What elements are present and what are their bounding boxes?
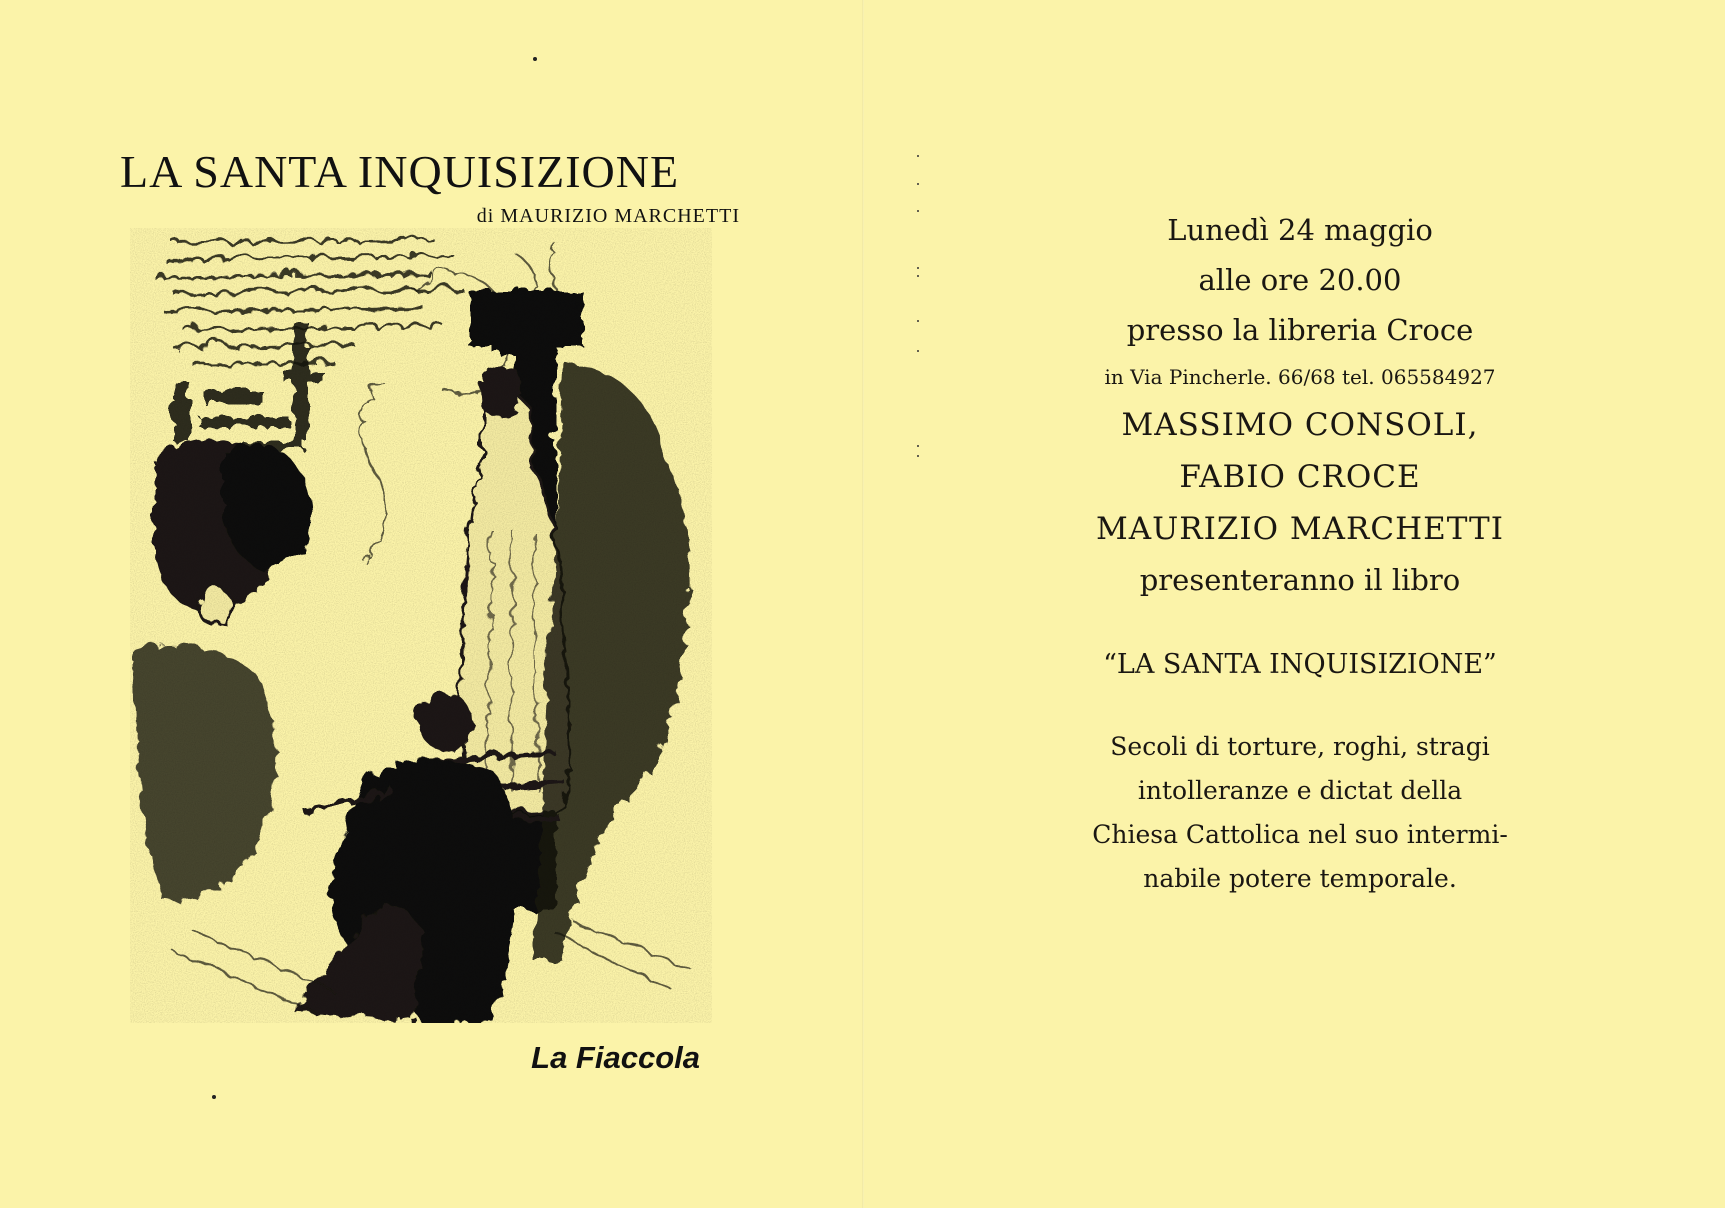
event-action: presenteranno il libro: [1139, 563, 1461, 597]
cover-title: LA SANTA INQUISIZIONE: [120, 146, 680, 197]
cover-author: di MAURIZIO MARCHETTI: [476, 205, 740, 227]
speaker-name: FABIO CROCE: [1179, 459, 1421, 495]
event-time: alle ore 20.00: [1198, 263, 1402, 297]
book-description: [1040, 725, 1560, 901]
event-date: Lunedì 24 maggio: [1167, 213, 1433, 247]
speaker-name: MAURIZIO MARCHETTI: [1096, 511, 1504, 547]
invitation-panel: [1040, 205, 1560, 901]
description-line: Secoli di torture, roghi, stragi: [1110, 732, 1490, 761]
event-venue: presso la libreria Croce: [1126, 313, 1474, 347]
speck: [212, 1095, 216, 1099]
burning-at-stake-engraving-icon: [130, 228, 712, 1023]
event-address: in Via Pincherle. 66/68 tel. 065584927: [1104, 365, 1496, 389]
book-title: “LA SANTA INQUISIZIONE”: [1103, 649, 1497, 680]
fold-dots: [917, 155, 921, 465]
description-line: intolleranze e dictat della: [1137, 776, 1463, 805]
publisher-name: La Fiaccola: [531, 1040, 700, 1075]
speck: [533, 57, 537, 61]
speaker-name: MASSIMO CONSOLI,: [1121, 407, 1479, 443]
description-line: Chiesa Cattolica nel suo intermi-: [1092, 820, 1508, 849]
fold-line: [862, 0, 864, 1208]
description-line: nabile potere temporale.: [1143, 864, 1457, 893]
